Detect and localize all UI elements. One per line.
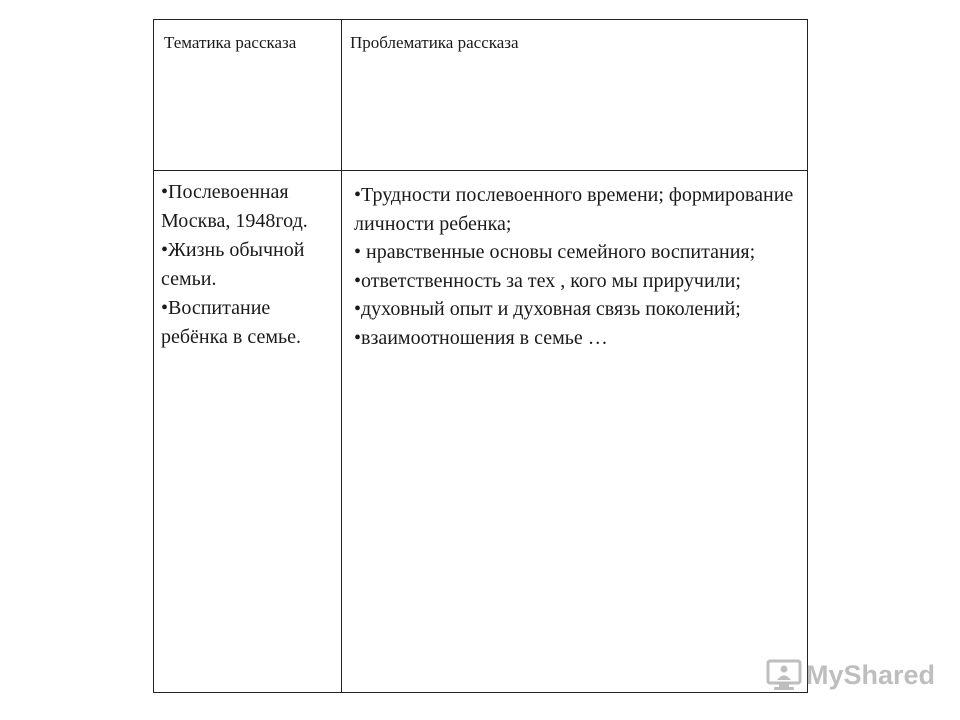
monitor-person-icon xyxy=(766,658,802,692)
header-theme: Тематика рассказа xyxy=(164,33,297,52)
problem-item: • нравственные основы семейного воспитания; xyxy=(354,241,756,264)
problem-item: •взаимоотношения в семье … xyxy=(354,326,608,349)
table-header-row xyxy=(154,20,808,171)
theme-item: •Послевоенная Москва, 1948год. xyxy=(161,181,308,232)
header-cell-problem xyxy=(342,20,808,171)
problem-item: •духовный опыт и духовная связь поколений; xyxy=(354,298,741,321)
table-body-row xyxy=(154,171,808,693)
problem-item: •ответственность за тех , кого мы приручили; xyxy=(354,269,741,292)
problems-cell xyxy=(342,171,808,693)
myshared-watermark xyxy=(766,656,935,694)
header-problem: Проблематика рассказа xyxy=(350,33,519,52)
problems-list xyxy=(342,171,807,353)
themes-list xyxy=(154,171,341,351)
themes-cell xyxy=(154,171,342,693)
header-cell-theme xyxy=(154,20,342,171)
theme-problem-table xyxy=(153,19,808,693)
watermark-text: MyShared xyxy=(806,659,936,690)
theme-item: •Воспитание ребёнка в семье. xyxy=(161,297,302,348)
theme-item: •Жизнь обычной семьи. xyxy=(161,239,305,290)
problem-item: •Трудности послевоенного времени; формирование личности ребенка; xyxy=(354,184,794,235)
